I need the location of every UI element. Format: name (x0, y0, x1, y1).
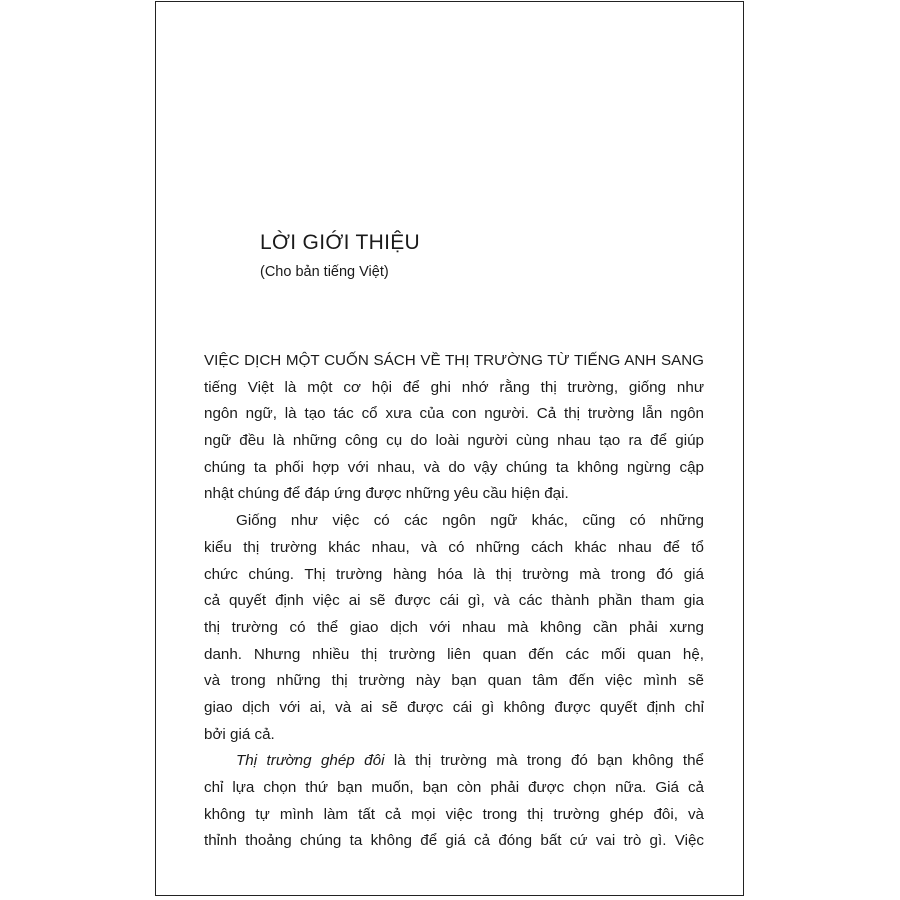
text-line: kiểu thị trường khác nhau, và có những cách khác nhau để tổ (204, 538, 704, 556)
paragraph-1 (204, 348, 704, 508)
text-line: VIỆC DỊCH MỘT CUỐN SÁCH VỀ THỊ TRƯỜNG TỪ TIẾNG ANH SANG (204, 352, 704, 369)
text-line: không tự mình làm tất cả mọi việc trong thị trường ghép đôi, và (204, 805, 704, 823)
text-line: và trong những thị trường này bạn quan tâm đến việc mình sẽ (204, 672, 704, 690)
text-line (204, 748, 704, 775)
page-title: LỜI GIỚI THIỆU (260, 231, 421, 254)
text-line: tiếng Việt là một cơ hội để ghi nhớ rằng thị trường, giống như (204, 378, 704, 396)
text-run: là thị trường mà trong đó bạn không thể (384, 752, 704, 770)
text-line: cả quyết định việc ai sẽ được cái gì, và các thành phần tham gia (204, 592, 704, 610)
text-line: giao dịch với ai, và ai sẽ được cái gì không được quyết định chỉ (204, 698, 704, 716)
text-line: Giống như việc có các ngôn ngữ khác, cũng có những (236, 512, 704, 530)
text-line: ngôn ngữ, là tạo tác cổ xưa của con người. Cả thị trường lẫn ngôn (204, 405, 704, 423)
text-line: thỉnh thoảng chúng ta không để giá cả đóng bất cứ vai trò gì. Việc (204, 832, 704, 850)
text-line: chức chúng. Thị trường hàng hóa là thị trường mà trong đó giá (204, 565, 704, 583)
text-line: chúng ta phối hợp với nhau, và do vậy chúng ta không ngừng cập (204, 458, 704, 476)
text-line: danh. Nhưng nhiều thị trường liên quan đến các mối quan hệ, (204, 645, 704, 663)
body-text (204, 348, 704, 855)
page-subtitle: (Cho bản tiếng Việt) (260, 264, 389, 280)
text-line: chỉ lựa chọn thứ bạn muốn, bạn còn phải được chọn nữa. Giá cả (204, 779, 704, 796)
book-page (155, 1, 744, 896)
text-line: bởi giá cả. (204, 725, 275, 743)
paragraph-2 (204, 508, 704, 748)
text-line: nhật chúng để đáp ứng được những yêu cầu hiện đại. (204, 485, 569, 503)
paragraph-3 (204, 748, 704, 855)
text-line: thị trường có thể giao dịch với nhau mà không cần phải xưng (204, 618, 704, 636)
text-line: ngữ đều là những công cụ do loài người cùng nhau tạo ra để giúp (204, 432, 704, 450)
italic-term: Thị trường ghép đôi (236, 752, 385, 770)
